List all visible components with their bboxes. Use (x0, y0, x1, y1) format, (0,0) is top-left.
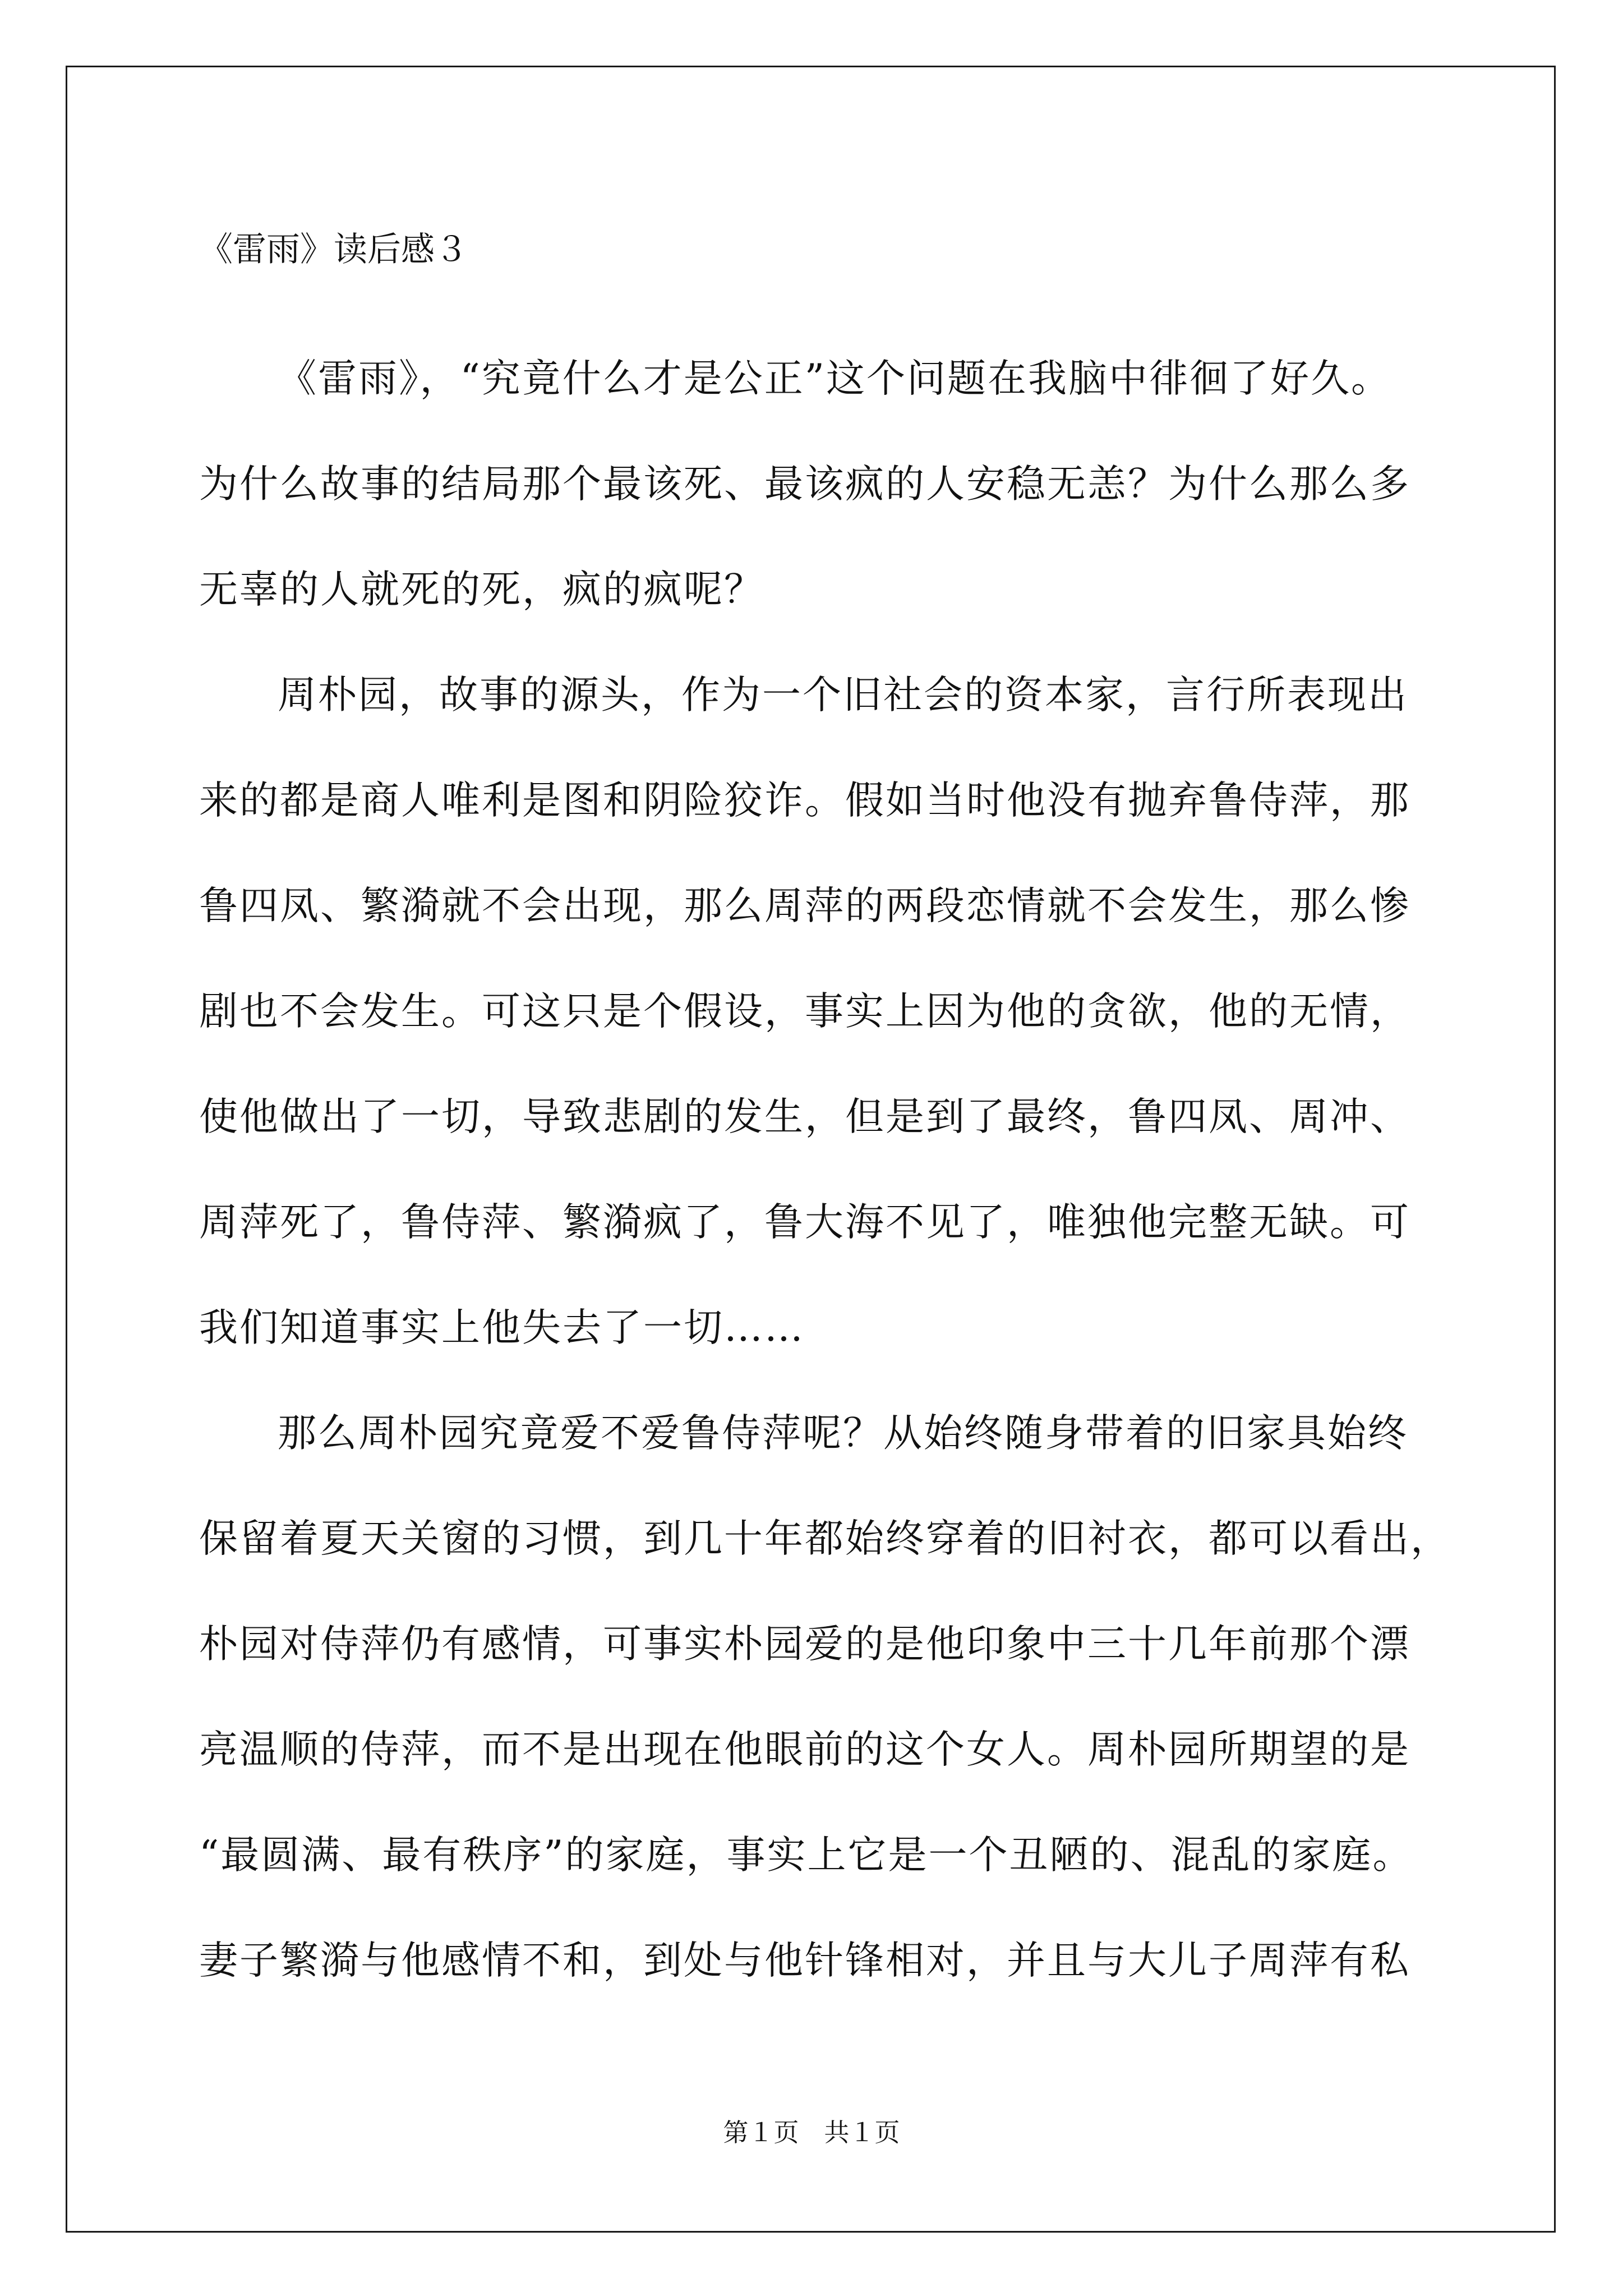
paragraph-line: 无辜的人就死的死，疯的疯呢？ (199, 567, 764, 612)
paragraph-line: 妻子繁漪与他感情不和，到处与他针锋相对，并且与大儿子周萍有私 (199, 1938, 1410, 1983)
page-footer: 第１页 共１页 (723, 2118, 900, 2147)
document-title: 《雷雨》读后感３ (199, 230, 468, 269)
paragraph-line: 朴园对侍萍仍有感情，可事实朴园爱的是他印象中三十几年前那个漂 (199, 1622, 1410, 1667)
paragraph-line: 《雷雨》，“究竟什么才是公正”这个问题在我脑中徘徊了好久。 (278, 356, 1392, 401)
paragraph-line: 周朴园，故事的源头，作为一个旧社会的资本家，言行所表现出 (278, 673, 1408, 717)
paragraph-line: 那么周朴园究竟爱不爱鲁侍萍呢？从始终随身带着的旧家具始终 (278, 1411, 1408, 1456)
paragraph-line: 剧也不会发生。可这只是个假设，事实上因为他的贪欲，他的无情， (199, 989, 1410, 1034)
paragraph-line: 亮温顺的侍萍，而不是出现在他眼前的这个女人。周朴园所期望的是 (199, 1727, 1410, 1772)
paragraph-line: “最圆满、最有秩序”的家庭，事实上它是一个丑陋的、混乱的家庭。 (199, 1833, 1413, 1878)
paragraph-line: 为什么故事的结局那个最该死、最该疯的人安稳无恙？为什么那么多 (199, 462, 1410, 507)
paragraph-line: 保留着夏天关窗的习惯，到几十年都始终穿着的旧衬衣，都可以看出， (199, 1516, 1451, 1561)
paragraph-line: 来的都是商人唯利是图和阴险狡诈。假如当时他没有抛弃鲁侍萍，那 (199, 778, 1410, 823)
paragraph-line: 鲁四凤、繁漪就不会出现，那么周萍的两段恋情就不会发生，那么惨 (199, 884, 1410, 928)
paragraph-line: 使他做出了一切，导致悲剧的发生，但是到了最终，鲁四凤、周冲、 (199, 1094, 1410, 1139)
paragraph-line: 我们知道事实上他失去了一切…… (199, 1305, 805, 1350)
paragraph-1 (199, 326, 1444, 642)
paragraph-2 (199, 642, 1444, 1381)
paragraph-3 (199, 1381, 1451, 2013)
paragraph-line: 周萍死了，鲁侍萍、繁漪疯了，鲁大海不见了，唯独他完整无缺。可 (199, 1200, 1410, 1245)
document-body (199, 222, 1451, 2013)
